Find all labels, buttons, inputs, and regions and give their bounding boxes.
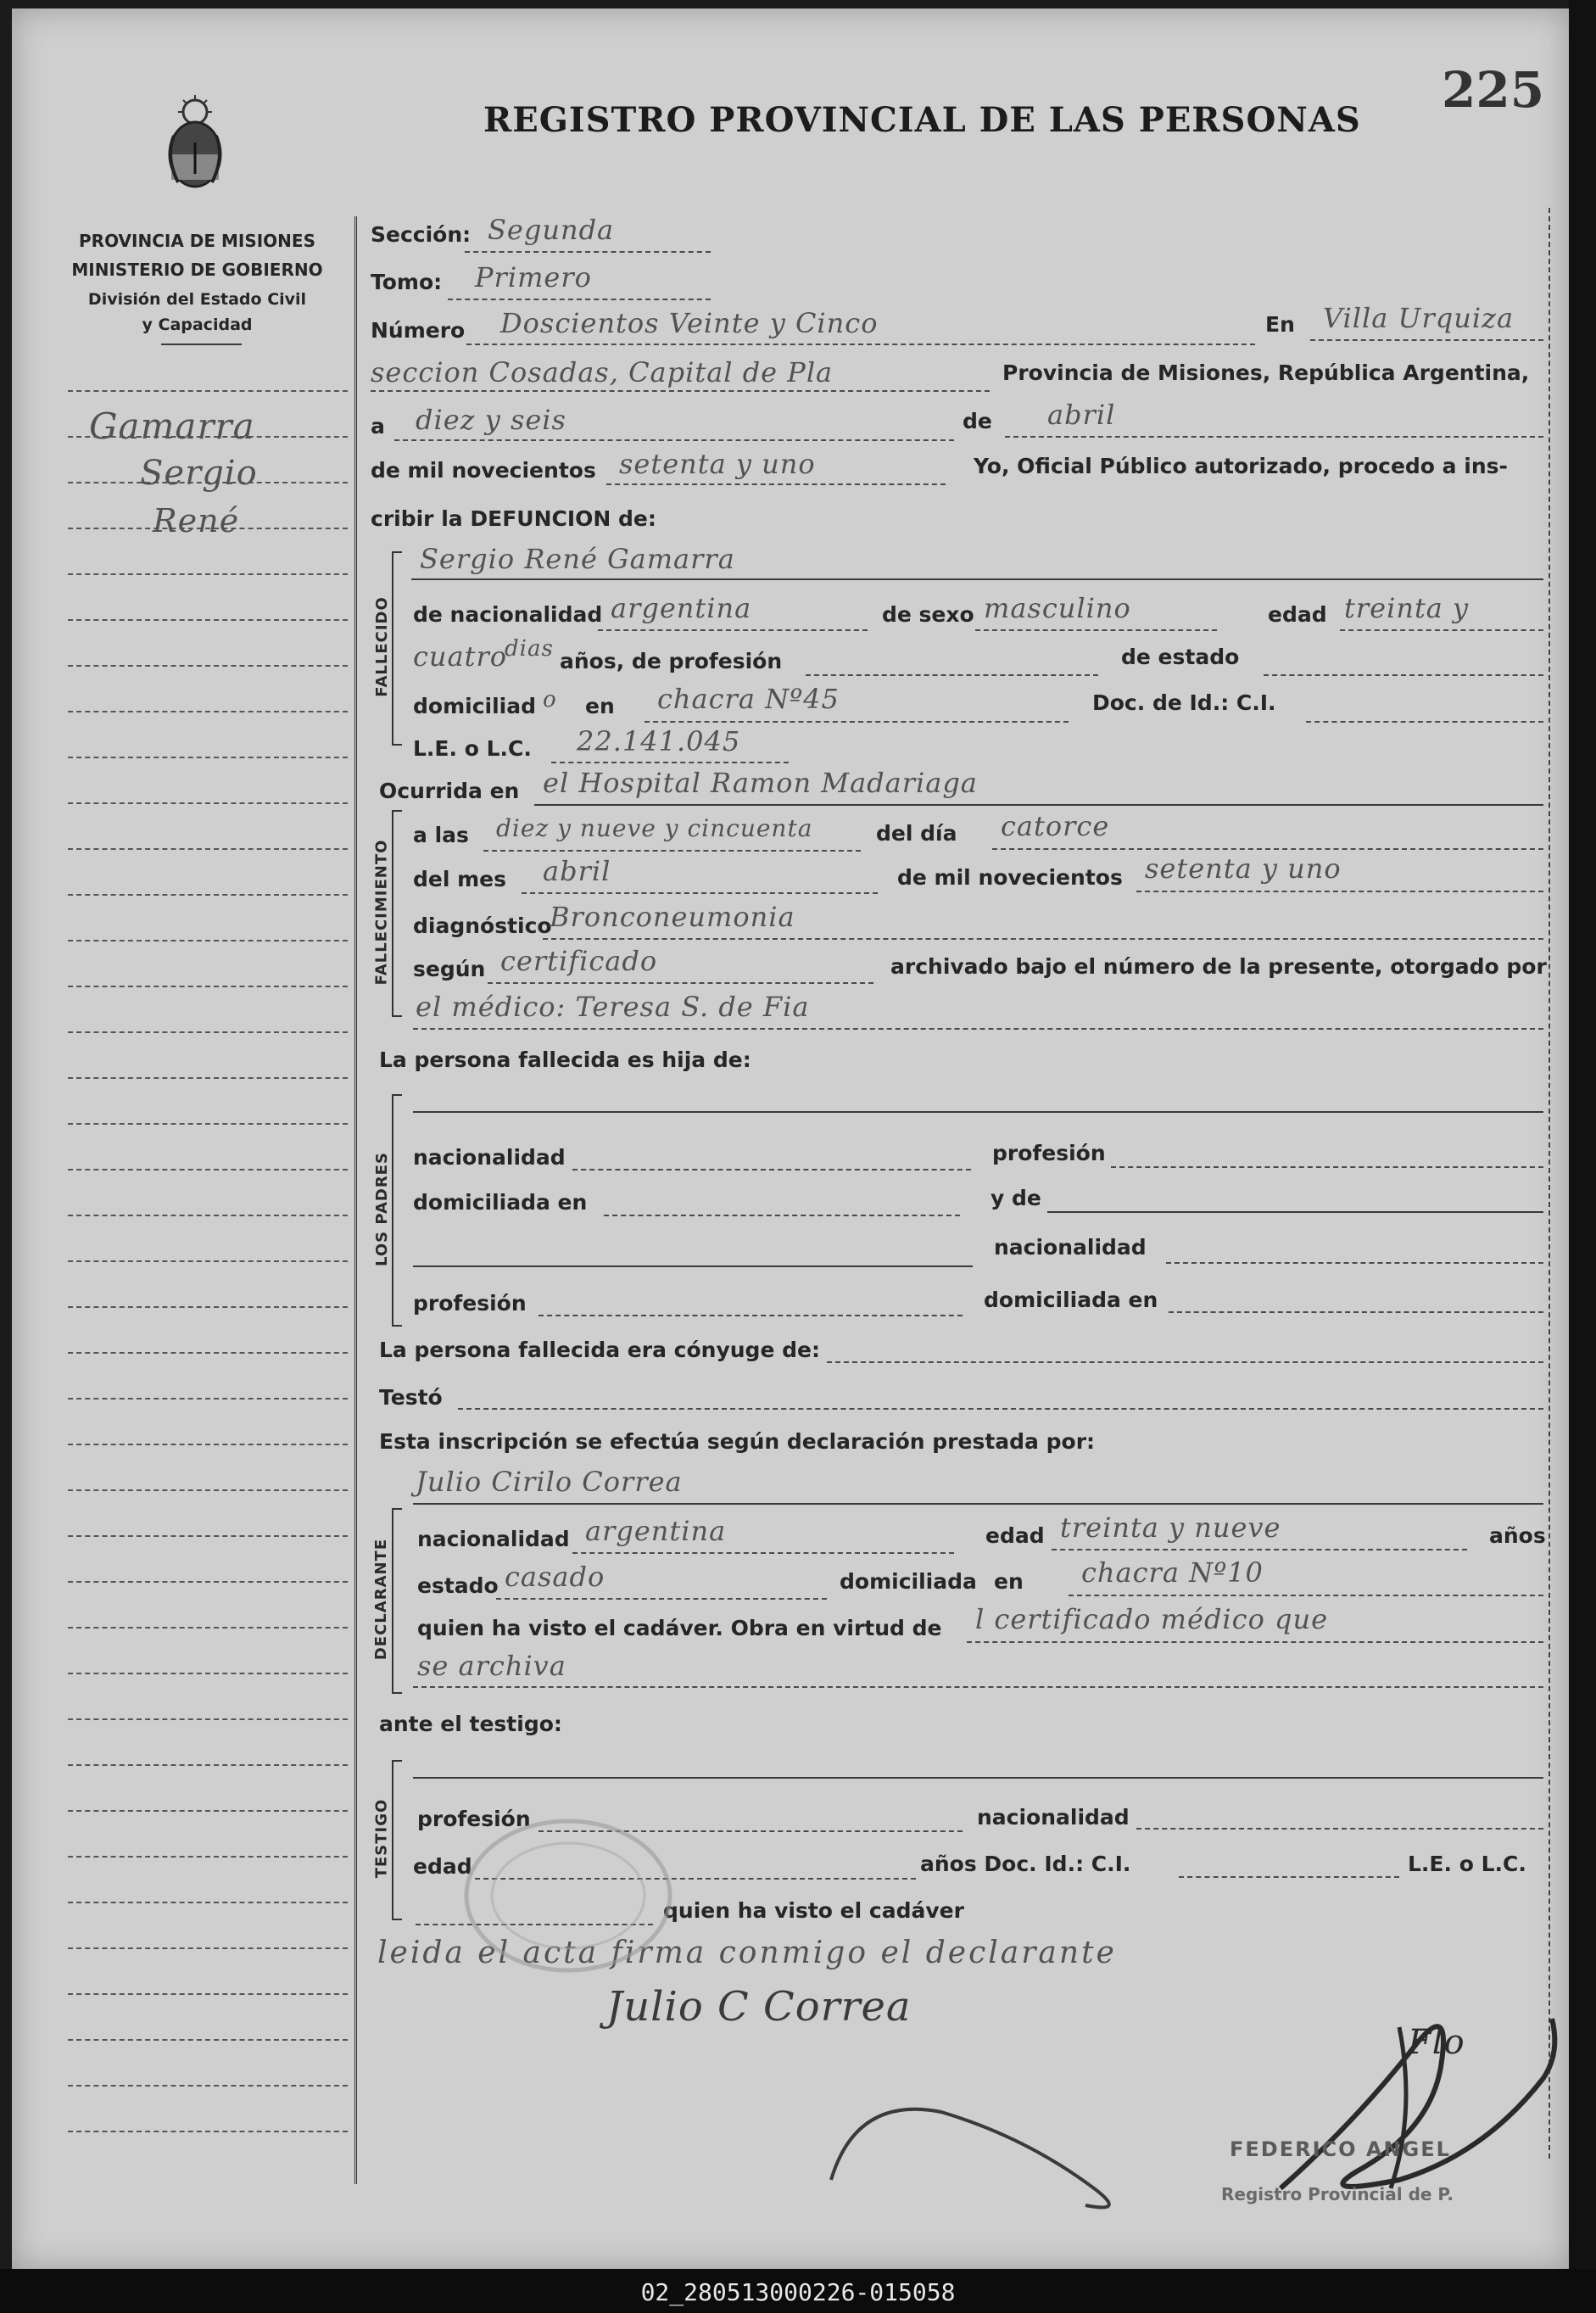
value-tomo: Primero <box>475 261 592 293</box>
rule-seccion-place <box>371 390 990 392</box>
label-conyuge: La persona fallecida era cónyuge de: <box>379 1338 820 1362</box>
value-declarante-obra: l certificado médico que <box>975 1603 1329 1635</box>
label-sexo: de sexo <box>882 602 974 627</box>
rule-padre-nombre <box>413 1111 1543 1113</box>
rule-anio <box>606 483 946 485</box>
rule-declarante-edad <box>1052 1549 1467 1550</box>
rule-declarante <box>413 1503 1543 1505</box>
value-declarante-domicilio: chacra Nº10 <box>1081 1556 1264 1589</box>
rule-medico <box>413 1028 1543 1030</box>
rule-tomo <box>448 299 711 300</box>
label-diagnostico: diagnóstico <box>413 913 552 938</box>
label-madre-domiciliada: domiciliada en <box>984 1288 1158 1312</box>
value-seccion-place: seccion Cosadas, Capital de Pla <box>371 356 834 388</box>
coat-of-arms-icon <box>157 93 233 195</box>
sidebar-rule <box>68 2131 348 2132</box>
agency-line-4: y Capacidad <box>142 316 253 334</box>
rule-profesion <box>806 674 1098 676</box>
sidebar-rule <box>68 1306 348 1308</box>
sidebar-rule <box>68 2039 348 2041</box>
sidebar-rule <box>68 1123 348 1125</box>
sidebar-rule <box>68 1077 348 1079</box>
tab-fallecimiento: FALLECIMIENTO <box>372 839 391 985</box>
value-declarante: Julio Cirilo Correa <box>416 1466 683 1498</box>
label-testigo-nacionalidad: nacionalidad <box>977 1805 1130 1830</box>
rule-madre-domicilio <box>1169 1311 1543 1313</box>
rule-edad <box>1340 629 1543 631</box>
sidebar-rule <box>68 1031 348 1033</box>
sidebar-rule <box>68 1169 348 1170</box>
label-a: a <box>371 414 385 439</box>
rule-le-lc <box>551 762 789 763</box>
label-del-dia: del día <box>876 821 957 846</box>
value-dia-fallec: catorce <box>1001 810 1110 842</box>
label-doc-id: Doc. de Id.: C.I. <box>1092 690 1276 715</box>
value-declarante-edad: treinta y nueve <box>1060 1511 1281 1544</box>
rule-sexo <box>975 629 1217 631</box>
margin-first-name: Sergio <box>140 454 258 493</box>
label-testo: Testó <box>379 1385 443 1410</box>
value-declarante-obra-cont: se archiva <box>417 1650 566 1682</box>
rule-seccion <box>465 251 711 253</box>
rule-hora <box>483 850 861 852</box>
label-domiciliad: domiciliad <box>413 694 536 718</box>
agency-line-1: PROVINCIA DE MISIONES <box>79 231 315 251</box>
rule-nombre <box>411 578 1543 580</box>
label-archivado: archivado bajo el número de la presente, otorgado por <box>890 954 1547 979</box>
rule-testigo-ci <box>1179 1876 1399 1878</box>
label-testigo-edad: edad <box>413 1854 472 1879</box>
rule-madre-nombre <box>1047 1211 1543 1213</box>
rule-testigo-nombre <box>413 1777 1543 1779</box>
page-title: REGISTRO PROVINCIAL DE LAS PERSONAS <box>483 100 1361 140</box>
sidebar-rule <box>68 848 348 850</box>
sidebar-rule <box>68 940 348 941</box>
label-madre-nacionalidad: nacionalidad <box>994 1235 1147 1260</box>
margin-second-name: René <box>153 502 240 539</box>
rule-estado <box>1264 674 1543 676</box>
label-testigo-le: L.E. o L.C. <box>1408 1852 1526 1876</box>
value-medico: el médico: Teresa S. de Fia <box>416 991 810 1023</box>
label-en: En <box>1265 312 1295 337</box>
rule-dia <box>394 439 954 441</box>
sidebar-rule <box>68 1398 348 1400</box>
rule-segun <box>488 982 873 984</box>
sidebar-rule <box>68 1535 348 1537</box>
margin-surname: Gamarra <box>89 405 255 447</box>
label-inscripcion: Esta inscripción se efectúa según declaración prestada por: <box>379 1429 1096 1454</box>
value-declarante-estado: casado <box>505 1561 605 1593</box>
scan-edge <box>1569 0 1596 2313</box>
seal-name: FEDERICO ANGEL <box>1230 2137 1451 2161</box>
rule-en <box>1310 339 1543 341</box>
sidebar-rule <box>68 1673 348 1674</box>
agency-line-2: MINISTERIO DE GOBIERNO <box>71 260 323 280</box>
value-nombre: Sergio René Gamarra <box>420 543 735 575</box>
value-edad: treinta y <box>1344 592 1470 624</box>
sidebar-rule <box>68 986 348 987</box>
label-en2: en <box>585 694 615 718</box>
value-ocurrida: el Hospital Ramon Madariaga <box>543 767 978 799</box>
agency-underline <box>161 344 242 345</box>
label-a-las: a las <box>413 823 469 847</box>
tab-padres: LOS PADRES <box>372 1151 391 1266</box>
footer-image-id: 02_280513000226-015058 <box>640 2278 956 2306</box>
label-tomo: Tomo: <box>371 270 443 294</box>
sidebar-rule <box>68 1444 348 1445</box>
label-declarante-en: en <box>994 1569 1024 1594</box>
label-segun: según <box>413 957 486 981</box>
sidebar-rule <box>68 1627 348 1629</box>
rule-numero <box>466 344 1255 345</box>
sidebar-rule <box>68 390 348 392</box>
rule-mes <box>1005 436 1543 438</box>
label-de-mil: de mil novecientos <box>371 458 596 483</box>
value-edad-cont: cuatro <box>413 640 508 673</box>
value-mes: abril <box>1047 399 1116 431</box>
label-y-de: y de <box>991 1186 1041 1210</box>
sidebar-rule <box>68 711 348 712</box>
rule-conyuge <box>827 1361 1543 1363</box>
value-le-lc: 22.141.045 <box>577 725 741 757</box>
label-anos-profesion: años, de profesión <box>560 649 783 673</box>
sidebar-rule <box>68 1902 348 1903</box>
label-declarante-nacionalidad: nacionalidad <box>417 1527 570 1551</box>
rule-padre-profesion <box>1111 1166 1543 1168</box>
label-declarante-quien: quien ha visto el cadáver. Obra en virtud de <box>417 1616 942 1640</box>
value-domicilio-suffix: o <box>543 687 557 712</box>
rule-padre-nacionalidad <box>572 1169 971 1170</box>
sidebar-rule <box>68 757 348 758</box>
label-testigo-anos: años Doc. Id.: C.I. <box>920 1852 1131 1876</box>
rule-declarante-domicilio <box>1069 1595 1543 1596</box>
value-nacionalidad: argentina <box>611 592 752 624</box>
right-margin-line <box>1549 208 1550 2159</box>
sidebar-rule <box>68 1764 348 1766</box>
document-page <box>12 8 1569 2269</box>
label-declarante-estado: estado <box>417 1573 499 1598</box>
rule-declarante-obra-cont <box>413 1686 1543 1688</box>
label-inscribir: cribir la DEFUNCION de: <box>371 506 656 531</box>
value-declarante-nacionalidad: argentina <box>585 1515 727 1547</box>
rule-ci <box>1306 721 1543 723</box>
tab-fallecido: FALLECIDO <box>372 596 391 697</box>
value-anio: setenta y uno <box>619 448 816 480</box>
label-padre-nacionalidad: nacionalidad <box>413 1145 566 1170</box>
agency-line-3: División del Estado Civil <box>87 290 307 309</box>
sidebar-rule <box>68 1718 348 1720</box>
value-mes-fallec: abril <box>543 855 611 887</box>
value-diagnostico: Bronconeumonia <box>550 901 795 933</box>
label-padre-domiciliada: domiciliada en <box>413 1190 588 1215</box>
label-edad: edad <box>1268 602 1327 627</box>
value-numero: Doscientos Veinte y Cinco <box>500 307 879 339</box>
label-le-lc: L.E. o L.C. <box>413 736 532 761</box>
label-seccion: Sección: <box>371 222 472 247</box>
rule-padre-domicilio <box>604 1215 960 1216</box>
rule-dia-fallec <box>992 848 1543 850</box>
label-testigo-quien: quien ha visto el cadáver <box>663 1898 964 1923</box>
value-edad-unit: dias <box>505 636 554 662</box>
sidebar-rule <box>68 2085 348 2087</box>
sidebar-rule <box>68 1993 348 1995</box>
value-seccion: Segunda <box>488 214 615 246</box>
sidebar-rule <box>68 894 348 896</box>
rule-madre-profesion <box>539 1315 963 1316</box>
label-madre-profesion: profesión <box>413 1291 527 1316</box>
label-ocurrida: Ocurrida en <box>379 779 520 803</box>
value-en-place: Villa Urquiza <box>1323 302 1515 334</box>
seal-registry: Registro Provincial de P. <box>1221 2184 1454 2204</box>
rule-domicilio <box>645 721 1069 723</box>
sidebar-rule <box>68 802 348 804</box>
page-number: 225 <box>1442 61 1545 119</box>
rule-declarante-nacionalidad <box>572 1552 954 1554</box>
rule-declarante-estado <box>496 1598 827 1600</box>
rule-declarante-obra <box>967 1641 1543 1643</box>
label-declarante-domiciliada: domiciliada <box>840 1569 977 1594</box>
sidebar-rule <box>68 1352 348 1354</box>
label-del-mes: del mes <box>413 867 507 891</box>
sidebar-rule <box>68 1947 348 1949</box>
tab-declarante: DECLARANTE <box>372 1538 391 1661</box>
sidebar-rule <box>68 1260 348 1262</box>
rule-madre-nacionalidad <box>1166 1262 1543 1264</box>
rule-nacionalidad <box>598 629 868 631</box>
sidebar-rule <box>68 619 348 621</box>
label-yo: Yo, Oficial Público autorizado, procedo a ins- <box>974 454 1508 478</box>
tab-testigo: TESTIGO <box>372 1798 391 1879</box>
label-nacionalidad: de nacionalidad <box>413 602 603 627</box>
label-provincia: Provincia de Misiones, República Argentina, <box>1002 360 1530 385</box>
value-dia: diez y seis <box>416 404 566 436</box>
rule-anio-fallec <box>1136 891 1543 892</box>
label-declarante-anos: años <box>1489 1523 1546 1548</box>
official-stamp-icon <box>458 1811 678 1981</box>
rule-testigo-nacionalidad <box>1136 1828 1543 1830</box>
declarante-signature: Julio C Correa <box>606 1983 912 2031</box>
label-testigo-profesion: profesión <box>417 1807 531 1831</box>
value-segun: certificado <box>500 945 658 977</box>
value-anio-fallec: setenta y uno <box>1145 852 1342 885</box>
rule-madre-nombre-cont <box>413 1265 973 1267</box>
label-padre-profesion: profesión <box>992 1141 1106 1165</box>
sidebar-rule <box>68 1856 348 1858</box>
label-de-mil2: de mil novecientos <box>897 865 1123 890</box>
label-declarante-edad: edad <box>985 1523 1045 1548</box>
official-signature-mark: Flo <box>1408 2023 1465 2062</box>
label-estado: de estado <box>1121 645 1240 669</box>
rule-mes-fallec <box>522 892 878 894</box>
value-sexo: masculino <box>984 592 1131 624</box>
label-hija-de: La persona fallecida es hija de: <box>379 1048 751 1072</box>
sidebar-rule <box>68 1810 348 1812</box>
value-hora: diez y nueve y cincuenta <box>496 814 813 842</box>
sidebar-rule <box>68 573 348 575</box>
rule-ocurrida <box>534 804 1543 806</box>
label-numero: Número <box>371 318 466 343</box>
sidebar-rule <box>68 1581 348 1583</box>
left-column-divider <box>354 216 357 2184</box>
value-domicilio: chacra Nº45 <box>657 683 840 715</box>
rule-testo <box>458 1408 1543 1410</box>
sidebar-rule <box>68 665 348 667</box>
label-de: de <box>963 409 992 433</box>
value-leida: leida el acta firma conmigo el declarante <box>377 1936 1117 1970</box>
label-ante-testigo: ante el testigo: <box>379 1712 562 1736</box>
sidebar-rule <box>68 1489 348 1491</box>
rule-diagnostico <box>543 938 1543 940</box>
sidebar-rule <box>68 1215 348 1216</box>
